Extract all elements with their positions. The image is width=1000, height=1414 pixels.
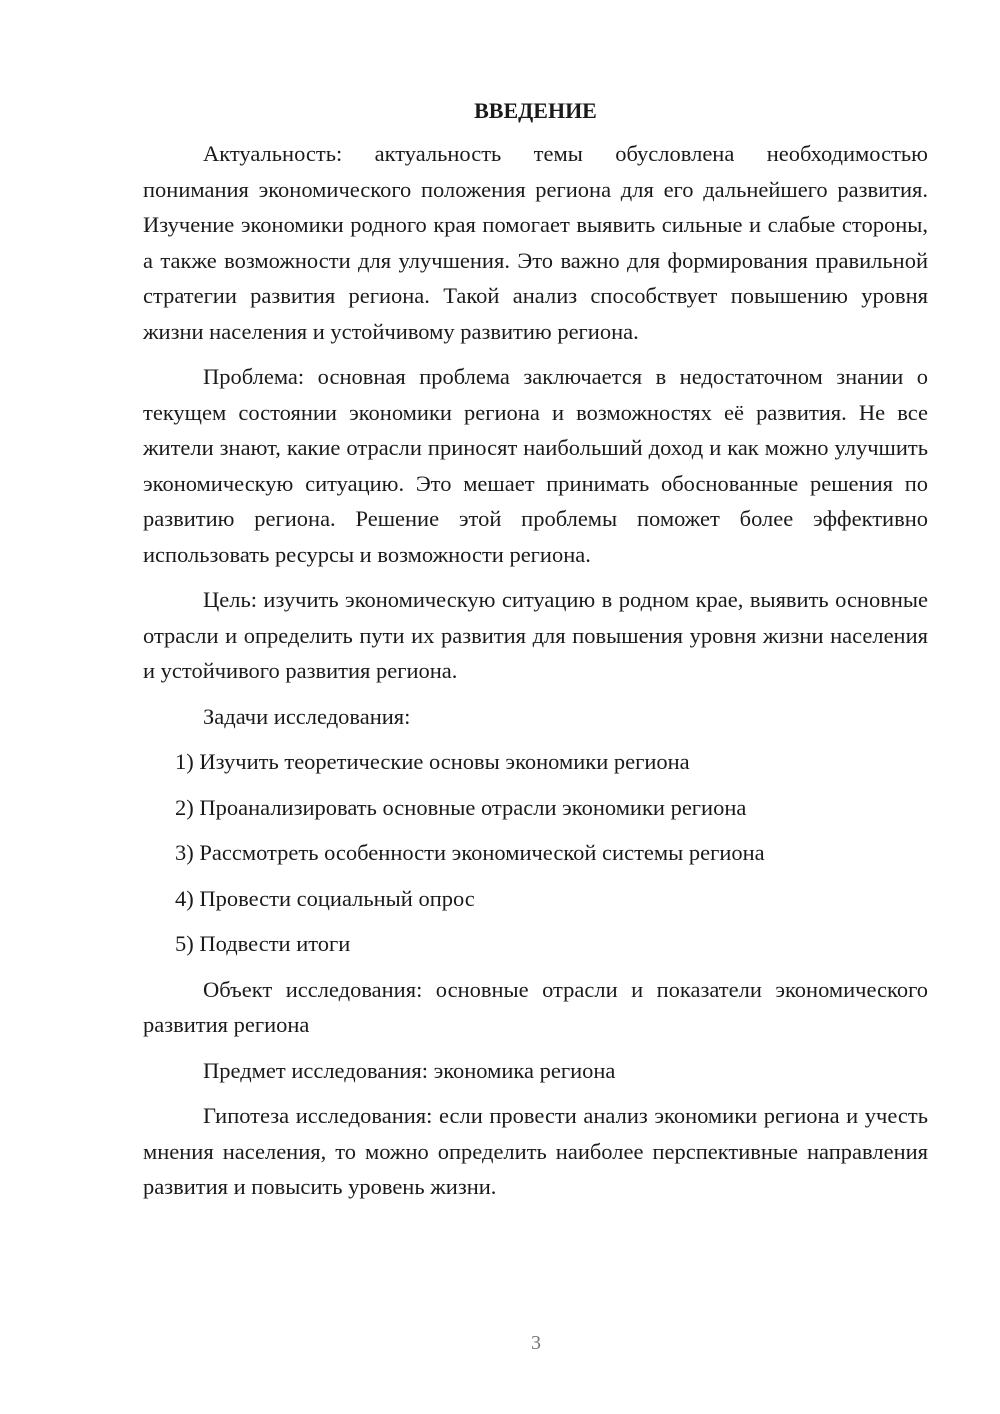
- problem-paragraph: Проблема: основная проблема заключается в недостаточном знании о текущем состоянии экономики региона и возможностях её развития. Не все жители знают, какие отрасли приносят наибольший доход и как можно улучшить экономическую ситуацию. Это мешает принимать обоснованные решения по развитию региона. Решение этой проблемы поможет более эффективно использовать ресурсы и возможности региона.: [143, 364, 928, 567]
- tasks-heading: Задачи исследования:: [203, 703, 411, 729]
- page-number: 3: [531, 1332, 541, 1354]
- task-item: 3) Рассмотреть особенности экономической системы региона: [175, 840, 765, 865]
- object-paragraph: Объект исследования: основные отрасли и показатели экономического развития региона: [143, 976, 928, 1037]
- subject-paragraph: Предмет исследования: экономика региона: [203, 1057, 616, 1083]
- relevance-paragraph: Актуальность: актуальность темы обусловлена необходимостью понимания экономического положения региона для его дальнейшего развития. Изучение экономики родного края помогает выявить сильные и слабые стороны, а также возможности для улучшения. Это важно для формирования правильной стратегии развития региона. Такой анализ способствует повышению уровня жизни населения и устойчивому развитию региона.: [143, 141, 928, 344]
- task-item: 2) Проанализировать основные отрасли экономики региона: [175, 794, 747, 820]
- page-content: [143, 96, 928, 1215]
- tasks-list: [143, 744, 928, 962]
- task-item: 5) Подвести итоги: [175, 931, 351, 956]
- page-title: ВВЕДЕНИЕ: [474, 98, 597, 123]
- goal-paragraph: Цель: изучить экономическую ситуацию в родном крае, выявить основные отрасли и определить пути их развития для повышения уровня жизни населения и устойчивого развития региона.: [143, 587, 928, 683]
- hypothesis-paragraph: Гипотеза исследования: если провести анализ экономики региона и учесть мнения населения, то можно определить наиболее перспективные направления развития и повысить уровень жизни.: [143, 1103, 928, 1199]
- task-item: 4) Провести социальный опрос: [175, 885, 475, 911]
- task-item: 1) Изучить теоретические основы экономики региона: [175, 749, 690, 774]
